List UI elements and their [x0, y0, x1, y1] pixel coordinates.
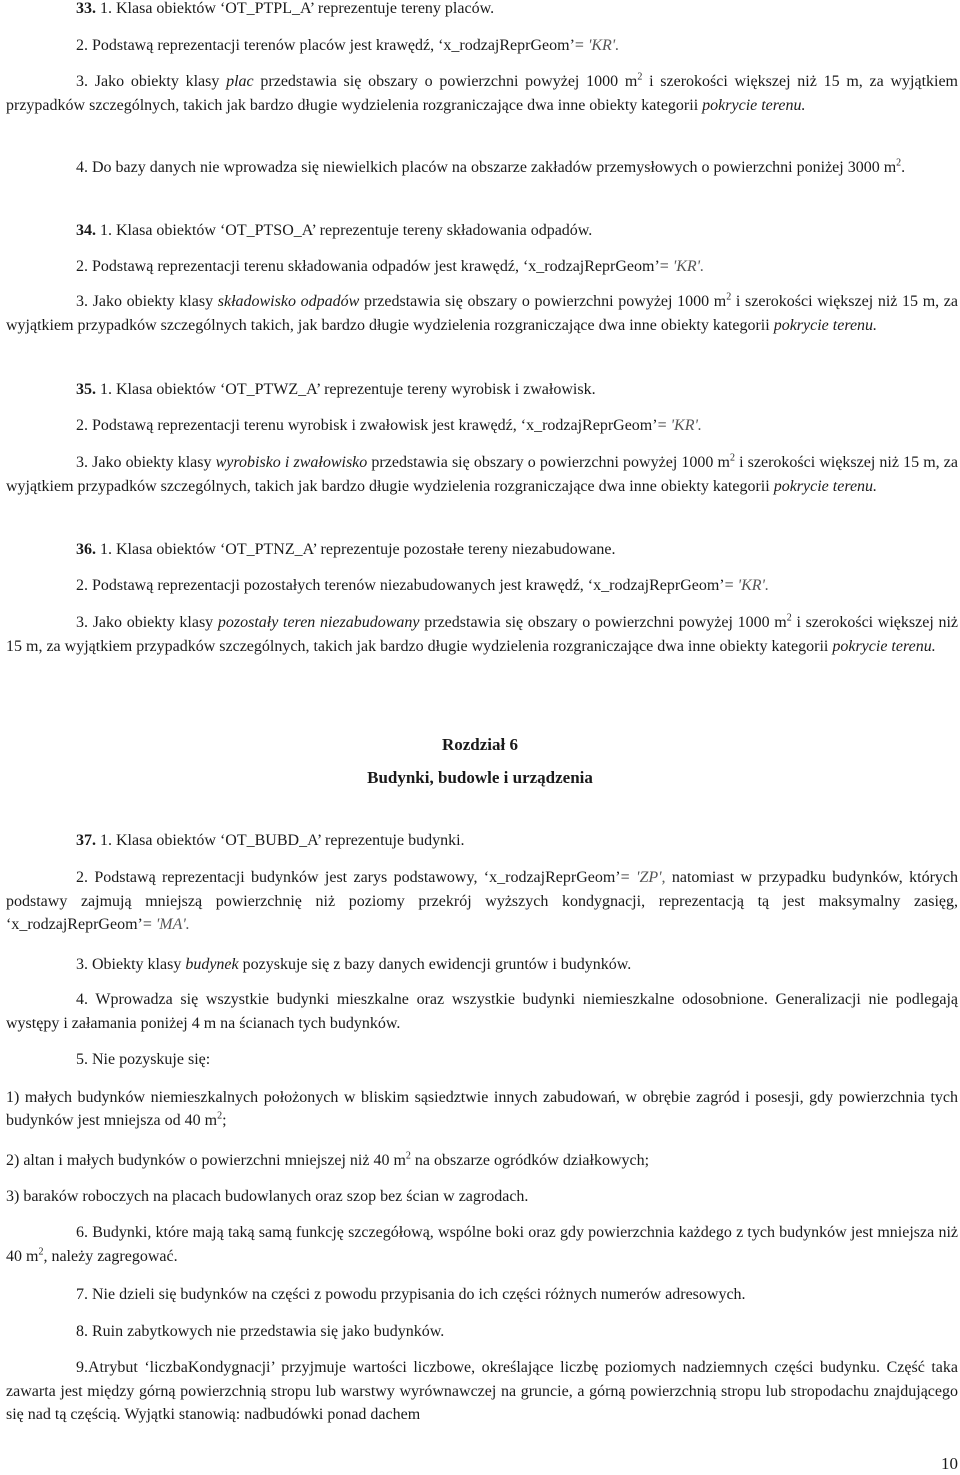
- paragraph-number: 37.: [76, 832, 96, 849]
- paragraph-33-4: 4. Do bazy danych nie wprowadza się niewielkich placów na obszarze zakładów przemysłowych o powierzchni poniżej 3000 $m^2$.: [76, 157, 906, 176]
- paragraph-35-3: 3. Jako obiekty klasy wyrobisko i zwałowisko przedstawia się obszary o powierzchni powyżej 1000 $m^2$ i szerokości większej niż 15 m, za wyjątkiem przypadków szczególnych, takich jak bardzo długie wydzielenia rozgraniczające dwa inne obiekty kategorii pokrycie terenu.: [6, 452, 959, 495]
- paragraph-37-2: 2. Podstawą reprezentacji budynków jest zarys podstawowy, ‘x_rodzajReprGeom’= 'ZP', natomiast w przypadku budynków, których podstawy zajmują mniejszą powierzchnię niż poziomy przekrój wyższych kondygnacji, reprezentacją tą jest maksymalny zasięg, ‘x_rodzajReprGeom’= 'MA'.: [6, 869, 958, 933]
- paragraph-36-2: 2. Podstawą reprezentacji pozostałych terenów niezabudowanych jest krawędź, ‘x_rodzajReprGeom’= 'KR'.: [76, 577, 769, 594]
- code-value: 'KR'.: [670, 417, 702, 434]
- paragraph-34-3: 3. Jako obiekty klasy składowisko odpadów przedstawia się obszary o powierzchni powyżej 1000 $m^2$ i szerokości większej niż 15 m, za wyjątkiem przypadków szczególnych takich, jak bardzo długie wydzielenia rozgraniczające dwa inne obiekty kategorii pokrycie terenu.: [6, 291, 959, 334]
- paragraph-number: 36.: [76, 541, 96, 558]
- paragraph-number: 34.: [76, 222, 96, 239]
- paragraph-37-9: 9.Atrybut ‘liczbaKondygnacji’ przyjmuje wartości liczbowe, określające liczbę poziomych nadziemnych części budynku. Część taka zawarta jest między górną powierzchnią stropu lub warstwy wyrównawczej na gruncie, a górną powierzchnią stropu lub stropodachu znajdującego się nad tą częścią. Wyjątki stanowią: nadbudówki ponad dachem: [6, 1359, 958, 1423]
- paragraph-37-4: 4. Wprowadza się wszystkie budynki mieszkalne oraz wszystkie budynki niemieszkalne odosobnione. Generalizacji nie podlegają występy i załamania poniżej 4 m na ścianach tych budynków.: [6, 991, 958, 1032]
- paragraph-37-5: 5. Nie pozyskuje się:: [76, 1051, 211, 1068]
- paragraph-33-1: 33. 1. Klasa obiektów ‘OT_PTPL_A’ reprezentuje tereny placów.: [76, 0, 495, 17]
- category-term: pokrycie terenu.: [832, 637, 936, 655]
- paragraph-34-1: 34. 1. Klasa obiektów ‘OT_PTSO_A’ reprezentuje tereny składowania odpadów.: [76, 222, 593, 239]
- class-term: plac: [226, 73, 254, 90]
- code-value: 'KR'.: [737, 577, 769, 594]
- list-item-37-5-1: 1) małych budynków niemieszkalnych położonych w bliskim sąsiedztwie innych zabudowań, w obrębie zagród i posesji, gdy powierzchnia tych budynków jest mniejsza od 40 $m^2$;: [6, 1089, 958, 1129]
- paragraph-37-6: 6. Budynki, które mają taką samą funkcję szczegółową, wspólne boki oraz gdy powierzchnia każdego z tych budynków jest mniejsza niż 40 $m^2$, należy zagregować.: [6, 1224, 958, 1265]
- paragraph-37-8: 8. Ruin zabytkowych nie przedstawia się jako budynków.: [76, 1323, 445, 1340]
- chapter-title: Budynki, budowle i urządzenia: [367, 768, 593, 787]
- paragraph-37-1: 37. 1. Klasa obiektów ‘OT_BUBD_A’ reprezentuje budynki.: [76, 832, 465, 849]
- code-value: 'KR'.: [587, 37, 620, 54]
- paragraph-37-7: 7. Nie dzieli się budynków na części z powodu przypisania do ich części różnych numerów adresowych.: [76, 1286, 746, 1303]
- code-value: 'ZP',: [636, 869, 666, 886]
- paragraph-35-2: 2. Podstawą reprezentacji terenu wyrobisk i zwałowisk jest krawędź, ‘x_rodzajReprGeom’= 'KR'.: [76, 417, 702, 434]
- paragraph-number: 35.: [76, 381, 96, 398]
- paragraph-37-3: 3. Obiekty klasy budynek pozyskuje się z bazy danych ewidencji gruntów i budynków.: [76, 956, 632, 973]
- page-number: 10: [941, 1454, 958, 1473]
- category-term: pokrycie terenu.: [773, 316, 878, 334]
- list-item-37-5-3: 3) baraków roboczych na placach budowlanych oraz szop bez ścian w zagrodach.: [6, 1188, 529, 1205]
- category-term: pokrycie terenu.: [773, 477, 878, 495]
- class-term: budynek: [185, 956, 239, 973]
- paragraph-number: 33.: [76, 0, 96, 17]
- paragraph-36-3: 3. Jako obiekty klasy pozostały teren niezabudowany przedstawia się obszary o powierzchni powyżej 1000 $m^2$ i szerokości większej niż 15 m, za wyjątkiem przypadków szczególnych, takich jak bardzo długie wydzielenia rozgraniczające dwa inne obiekty kategorii pokrycie terenu.: [6, 612, 959, 655]
- class-term: wyrobisko i zwałowisko: [215, 454, 368, 471]
- paragraph-34-2: 2. Podstawą reprezentacji terenu składowania odpadów jest krawędź, ‘x_rodzajReprGeom’= 'KR'.: [76, 258, 705, 275]
- code-value: 'MA'.: [155, 916, 190, 933]
- class-term: pozostały teren niezabudowany: [217, 614, 420, 631]
- list-item-37-5-2: 2) altan i małych budynków o powierzchni mniejszej niż 40 $m^2$ na obszarze ogródków działkowych;: [6, 1150, 650, 1169]
- paragraph-35-1: 35. 1. Klasa obiektów ‘OT_PTWZ_A’ reprezentuje tereny wyrobisk i zwałowisk.: [76, 381, 596, 398]
- class-term: składowisko odpadów: [217, 293, 360, 310]
- paragraph-36-1: 36. 1. Klasa obiektów ‘OT_PTNZ_A’ reprezentuje pozostałe tereny niezabudowane.: [76, 541, 616, 558]
- code-value: 'KR'.: [672, 258, 705, 275]
- category-term: pokrycie terenu.: [702, 96, 806, 114]
- paragraph-33-2: 2. Podstawą reprezentacji terenów placów jest krawędź, ‘x_rodzajReprGeom’= 'KR'.: [76, 37, 620, 54]
- paragraph-33-3: 3. Jako obiekty klasy plac przedstawia się obszary o powierzchni powyżej 1000 $m^2$ i szerokości większej niż 15 m, za wyjątkiem przypadków szczególnych, takich jak bardzo długie wydzielenia rozgraniczające dwa inne obiekty kategorii pokrycie terenu.: [6, 71, 958, 114]
- chapter-number: Rozdział 6: [441, 735, 519, 754]
